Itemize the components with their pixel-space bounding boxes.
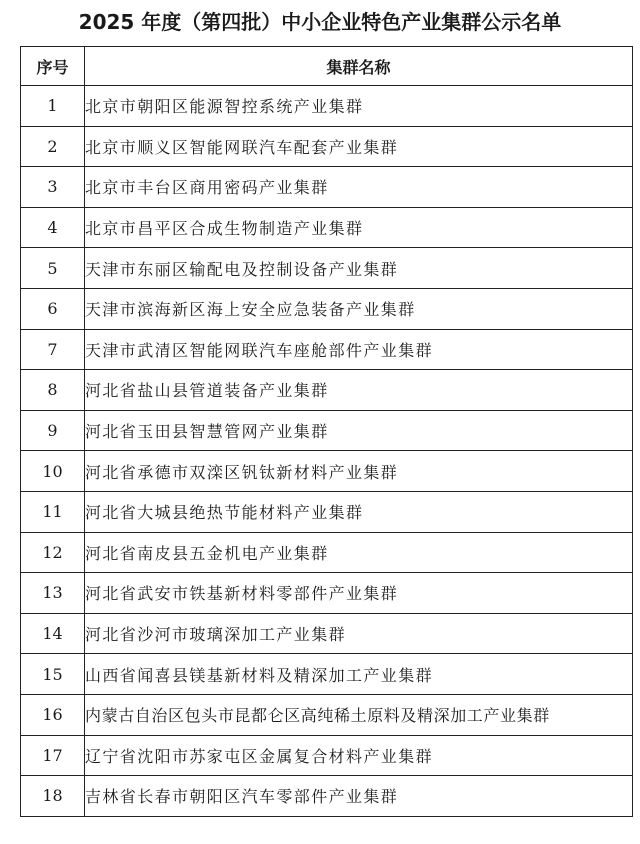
header-serial-number: 序号 xyxy=(21,47,85,86)
row-number: 11 xyxy=(21,491,85,532)
row-number: 12 xyxy=(21,532,85,573)
header-cluster-name: 集群名称 xyxy=(85,47,633,86)
table-row xyxy=(21,532,633,573)
cluster-table xyxy=(20,46,633,817)
row-number: 14 xyxy=(21,613,85,654)
row-number: 2 xyxy=(21,126,85,167)
row-number: 4 xyxy=(21,207,85,248)
cluster-name: 天津市滨海新区海上安全应急装备产业集群 xyxy=(85,288,633,329)
row-number: 8 xyxy=(21,370,85,411)
cluster-name: 天津市东丽区输配电及控制设备产业集群 xyxy=(85,248,633,289)
cluster-name: 北京市昌平区合成生物制造产业集群 xyxy=(85,207,633,248)
table-row xyxy=(21,370,633,411)
cluster-name: 河北省玉田县智慧管网产业集群 xyxy=(85,410,633,451)
table-row xyxy=(21,126,633,167)
cluster-name: 河北省南皮县五金机电产业集群 xyxy=(85,532,633,573)
row-number: 13 xyxy=(21,573,85,614)
table-row xyxy=(21,329,633,370)
cluster-name: 内蒙古自治区包头市昆都仑区高纯稀土原料及精深加工产业集群 xyxy=(85,694,633,735)
table-row xyxy=(21,694,633,735)
cluster-name: 北京市朝阳区能源智控系统产业集群 xyxy=(85,86,633,127)
cluster-name: 河北省承德市双滦区钒钛新材料产业集群 xyxy=(85,451,633,492)
table-row xyxy=(21,167,633,208)
cluster-name: 山西省闻喜县镁基新材料及精深加工产业集群 xyxy=(85,654,633,695)
cluster-name: 河北省大城县绝热节能材料产业集群 xyxy=(85,491,633,532)
row-number: 3 xyxy=(21,167,85,208)
table-row xyxy=(21,776,633,817)
row-number: 6 xyxy=(21,288,85,329)
row-number: 18 xyxy=(21,776,85,817)
table-row xyxy=(21,248,633,289)
table-row xyxy=(21,491,633,532)
table-row xyxy=(21,288,633,329)
row-number: 5 xyxy=(21,248,85,289)
row-number: 17 xyxy=(21,735,85,776)
table-row xyxy=(21,613,633,654)
row-number: 9 xyxy=(21,410,85,451)
table-row xyxy=(21,735,633,776)
cluster-name: 河北省盐山县管道装备产业集群 xyxy=(85,370,633,411)
row-number: 15 xyxy=(21,654,85,695)
cluster-name: 天津市武清区智能网联汽车座舱部件产业集群 xyxy=(85,329,633,370)
cluster-name: 辽宁省沈阳市苏家屯区金属复合材料产业集群 xyxy=(85,735,633,776)
cluster-name: 河北省沙河市玻璃深加工产业集群 xyxy=(85,613,633,654)
table-row xyxy=(21,654,633,695)
page-title: 2025 年度（第四批）中小企业特色产业集群公示名单 xyxy=(78,10,562,34)
table-row xyxy=(21,573,633,614)
cluster-name: 北京市丰台区商用密码产业集群 xyxy=(85,167,633,208)
row-number: 10 xyxy=(21,451,85,492)
table-row xyxy=(21,451,633,492)
row-number: 16 xyxy=(21,694,85,735)
cluster-name: 河北省武安市铁基新材料零部件产业集群 xyxy=(85,573,633,614)
table-row xyxy=(21,410,633,451)
table-header-row xyxy=(21,47,633,86)
table-row xyxy=(21,86,633,127)
cluster-name: 吉林省长春市朝阳区汽车零部件产业集群 xyxy=(85,776,633,817)
row-number: 7 xyxy=(21,329,85,370)
cluster-name: 北京市顺义区智能网联汽车配套产业集群 xyxy=(85,126,633,167)
table-row xyxy=(21,207,633,248)
row-number: 1 xyxy=(21,86,85,127)
